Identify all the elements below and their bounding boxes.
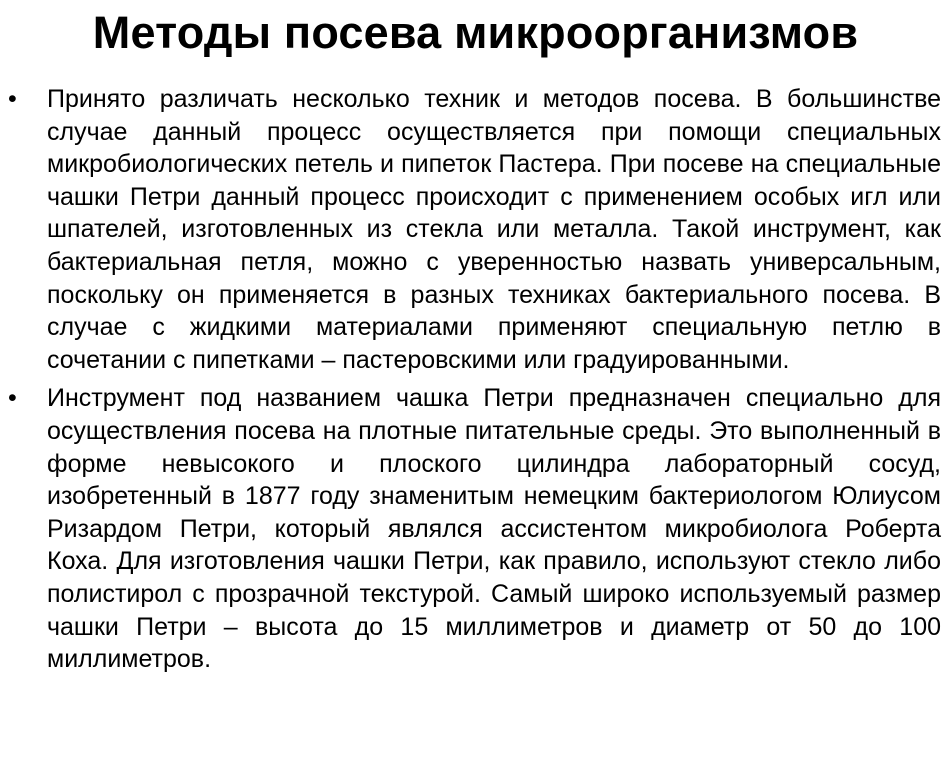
bullet-icon: • [8, 85, 17, 113]
slide-title: Методы посева микроорганизмов [92, 7, 859, 58]
bullet-list [0, 83, 951, 682]
paragraph-text-1: Принято различать несколько техник и методов посева. В большинстве случае данный процесс осуществляется при помощи специальных микробиологических петель и пипеток Пастера. При посеве на специальные чашки Петри данный процесс происходит с применением особых игл или шпателей, изготовленных из стекла или металла. Такой инструмент, как бактериальная петля, можно с уверенностью назвать универсальным, поскольку он применяется в разных техниках бактериального посева. В случае с жидкими материалами применяют специальную петлю в сочетании с пипетками – пастеровскими или градуированными. [47, 85, 941, 374]
bullet-icon: • [8, 384, 17, 413]
paragraph-text-2: Инструмент под названием чашка Петри предназначен специально для осуществления посева на плотные питательные среды. Это выполненный в форме невысокого и плоского цилиндра лабораторный сосуд, изобретенный в 1877 году знаменитым немецким бактериологом Юлиусом Ризардом Петри, который являлся ассистентом микробиолога Роберта Коха. Для изготовления чашки Петри, как правило, используют стекло либо полистирол с прозрачной текстурой. Самый широко используемый размер чашки Петри – высота до 15 миллиметров и диаметр от 50 до 100 миллиметров. [47, 384, 941, 674]
bullet-item-1 [0, 83, 951, 376]
bullet-item-2 [0, 382, 951, 675]
